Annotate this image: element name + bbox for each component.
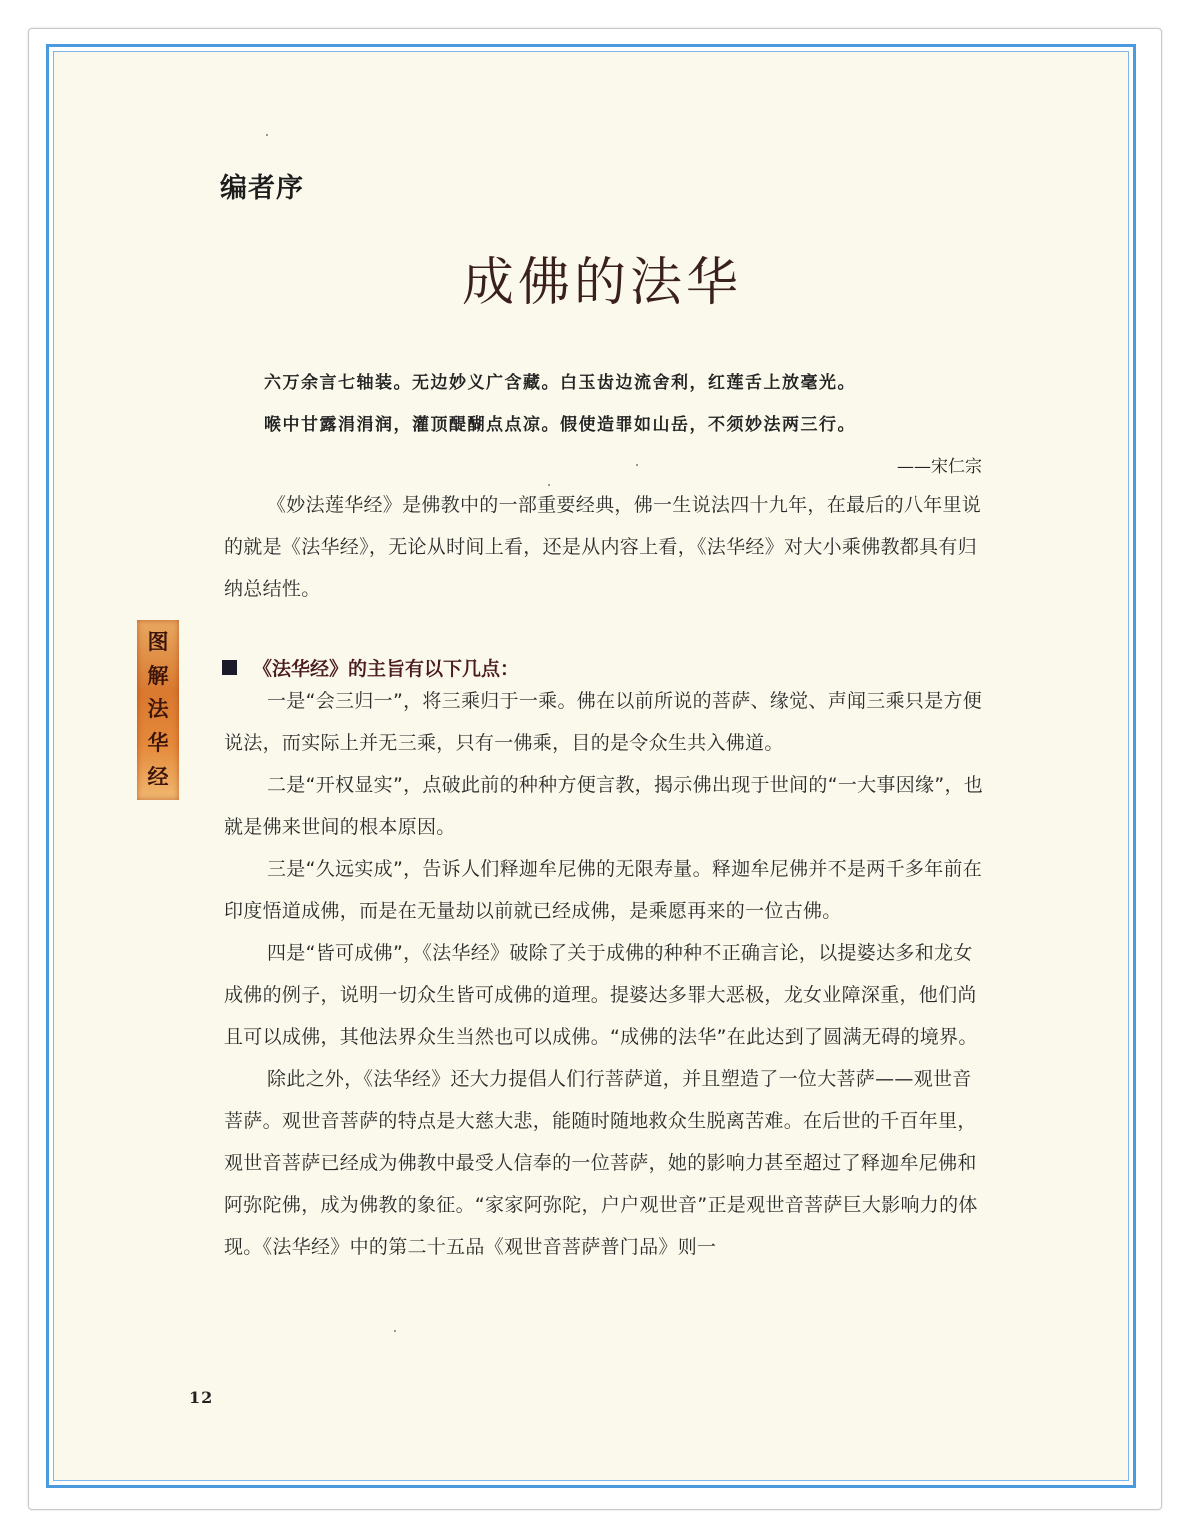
paper-speck	[636, 464, 638, 466]
poem-attribution: ——宋仁宗	[897, 457, 982, 477]
intro-paragraph	[224, 484, 988, 610]
poem-line-2: 喉中甘露涓涓润，灌顶醍醐点点凉。假使造罪如山岳，不须妙法两三行。	[264, 415, 856, 435]
page-number: 12	[189, 1388, 214, 1407]
intro-text: 《妙法莲华经》是佛教中的一部重要经典，佛一生说法四十九年，在最后的八年里说的就是《法华经》，无论从时间上看，还是从内容上看，《法华经》对大小乘佛教都具有归纳总结性。	[224, 494, 982, 600]
point-paragraph: 四是“皆可成佛”，《法华经》破除了关于成佛的种种不正确言论，以提婆达多和龙女成佛的例子，说明一切众生皆可成佛的道理。提婆达多罪大恶极，龙女业障深重，他们尚且可以成佛，其他法界众生当然也可以成佛。“成佛的法华”在此达到了圆满无碍的境界。	[224, 942, 978, 1048]
subheading	[222, 654, 519, 681]
point-paragraph: 三是“久远实成”，告诉人们释迦牟尼佛的无限寿量。释迦牟尼佛并不是两千多年前在印度悟道成佛，而是在无量劫以前就已经成佛，是乘愿再来的一位古佛。	[224, 858, 983, 922]
sidebar-book-tab	[137, 620, 179, 800]
sidebar-tab-char: 图	[147, 630, 169, 655]
paper-speck	[394, 1330, 396, 1332]
point-paragraph: 一是“会三归一”，将三乘归于一乘。佛在以前所说的菩萨、缘觉、声闻三乘只是方便说法，而实际上并无三乘，只有一佛乘，目的是令众生共入佛道。	[224, 690, 983, 754]
section-heading: 编者序	[220, 173, 304, 204]
point-paragraph: 二是“开权显实”，点破此前的种种方便言教，揭示佛出现于世间的“一大事因缘”，也就是佛来世间的根本原因。	[224, 774, 984, 838]
sidebar-tab-char: 华	[147, 731, 169, 756]
page-title: 成佛的法华	[461, 253, 742, 313]
poem-line-1: 六万余言七轴装。无边妙义广含藏。白玉齿边流舍利，红莲舌上放毫光。	[264, 373, 856, 393]
square-bullet-icon	[222, 660, 237, 675]
body-points	[224, 680, 988, 1268]
paper-speck	[266, 134, 268, 136]
subheading-text: 《法华经》的主旨有以下几点：	[253, 658, 520, 680]
paper-speck	[548, 484, 550, 486]
sidebar-tab-char: 解	[147, 663, 169, 688]
sidebar-tab-char: 法	[147, 697, 169, 722]
point-paragraph: 除此之外，《法华经》还大力提倡人们行菩萨道，并且塑造了一位大菩萨——观世音菩萨。观世音菩萨的特点是大慈大悲，能随时随地救众生脱离苦难。在后世的千百年里，观世音菩萨已经成为佛教中最受人信奉的一位菩萨，她的影响力甚至超过了释迦牟尼佛和阿弥陀佛，成为佛教的象征。“家家阿弥陀，户户观世音”正是观世音菩萨巨大影响力的体现。《法华经》中的第二十五品《观世音菩萨普门品》则一	[224, 1068, 978, 1258]
sidebar-tab-char: 经	[147, 764, 169, 789]
